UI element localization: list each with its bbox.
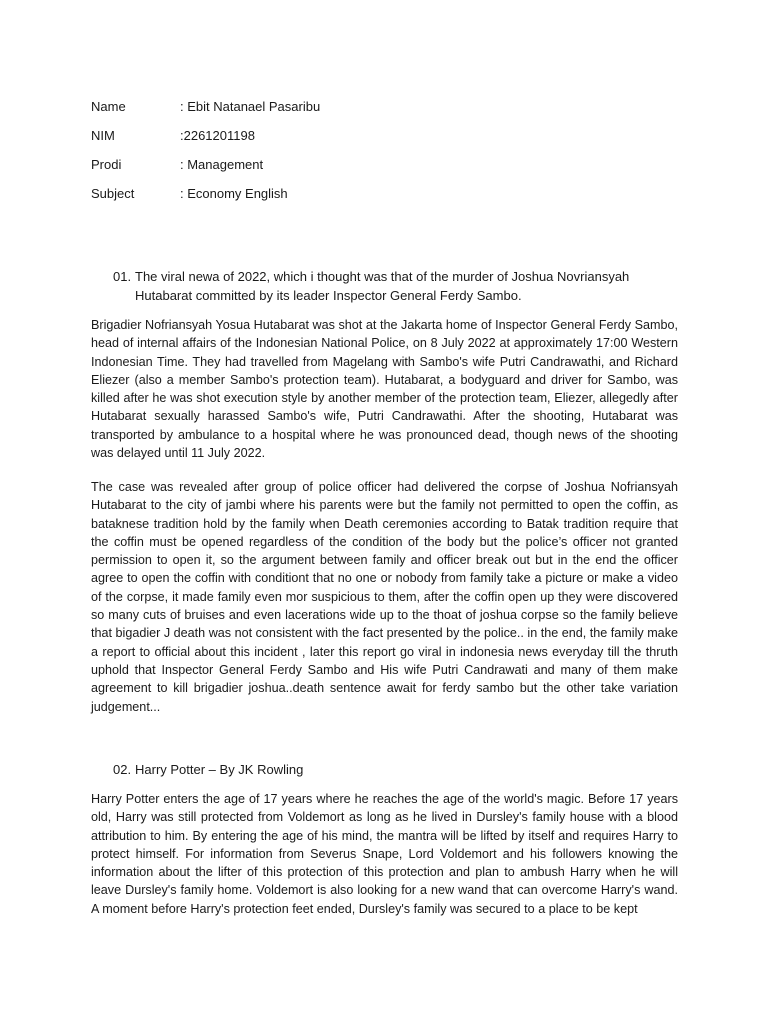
section-title: The viral newa of 2022, which i thought was that of the murder of Joshua Novriansyah Hutabarat committed by its leader Inspector General Ferdy Sambo. [135,269,630,303]
section-1-paragraph-1: Brigadier Nofriansyah Yosua Hutabarat was shot at the Jakarta home of Inspector General Ferdy Sambo, head of internal affairs of the Indonesian National Police, on 8 July 2022 at approximately 17:00 Western Indonesian Time. They had travelled from Magelang with Sambo's wife Putri Candrawathi, and Richard Eliezer (also a member Sambo's protection team). Hutabarat, a bodyguard and driver for Sambo, was killed after he was shot execution style by another member of the protection team, Eliezer, allegedly after Hutabarat sexually harassed Sambo's wife, Putri Candrawathi. After the shooting, Hutabarat was transported by ambulance to a hospital where he was pronounced dead, though news of the shooting was delayed until 11 July 2022. [91,318,678,461]
section-1-heading [91,267,678,305]
section-2-paragraph-1: Harry Potter enters the age of 17 years where he reaches the age of the world's magic. Before 17 years old, Harry was still protected from Voldemort as long as he lived in Dursley's family house with a blood attribution to him. By entering the age of his mind, the mantra will be lifted by itself and requires Harry to protect himself. For information from Severus Snape, Lord Voldemort and his followers knowing the information about the lifter of this protection of this protection and plan to ambush Harry when he will leave Dursley's family home. Voldemort is also looking for a new wand that can overcome Harry's wand. A moment before Harry's protection feet ended, Dursley's family was secured to a place to be kept [91,792,678,916]
student-info [91,92,651,208]
section-title: Harry Potter – By JK Rowling [135,762,304,777]
section-number: 02. [113,762,132,777]
info-row-prodi [91,150,651,179]
info-label: NIM [91,128,115,143]
info-row-name [91,92,651,121]
info-label: Subject [91,186,135,201]
section-2-heading [91,760,678,779]
info-label: Name [91,99,126,114]
info-row-nim [91,121,651,150]
info-value: : Ebit Natanael Pasaribu [180,99,321,114]
info-value: : Economy English [180,186,288,201]
section-number: 01. [113,269,132,284]
info-label: Prodi [91,157,122,172]
info-row-subject [91,179,651,208]
info-value: : Management [180,157,264,172]
section-1-paragraph-2: The case was revealed after group of police officer had delivered the corpse of Joshua Nofriansyah Hutabarat to the city of jambi where his parents were but the family not permitted to open the coffin, as bataknese tradition hold by the family when Death ceremonies according to Batak tradition require that the coffin must be opened regardless of the condition of the body but the police’s officer not granted permission to open it, so the argument between family and officer break out but in the end the officer agree to open the coffin with conditiont that no one or nobody from family take a picture or make a video of the corpse, it made family even mor suspicious to them, after the coffin open up they were discovered so many cuts of bruises and even lacerations wide up to the thoat of joshua corpse so the family believe that bigadier J death was not consistent with the fact presented by the police.. in the end, the family make a report to official about this incident , later this report go viral in indonesia news everyday till the thruth uphold that Inspector General Ferdy Sambo and His wife Putri Candrawati and many of them make agreement to kill brigadier joshua..death sentence await for ferdy sambo but the other take variation judgement... [91,480,678,714]
info-value: :2261201198 [180,128,255,143]
